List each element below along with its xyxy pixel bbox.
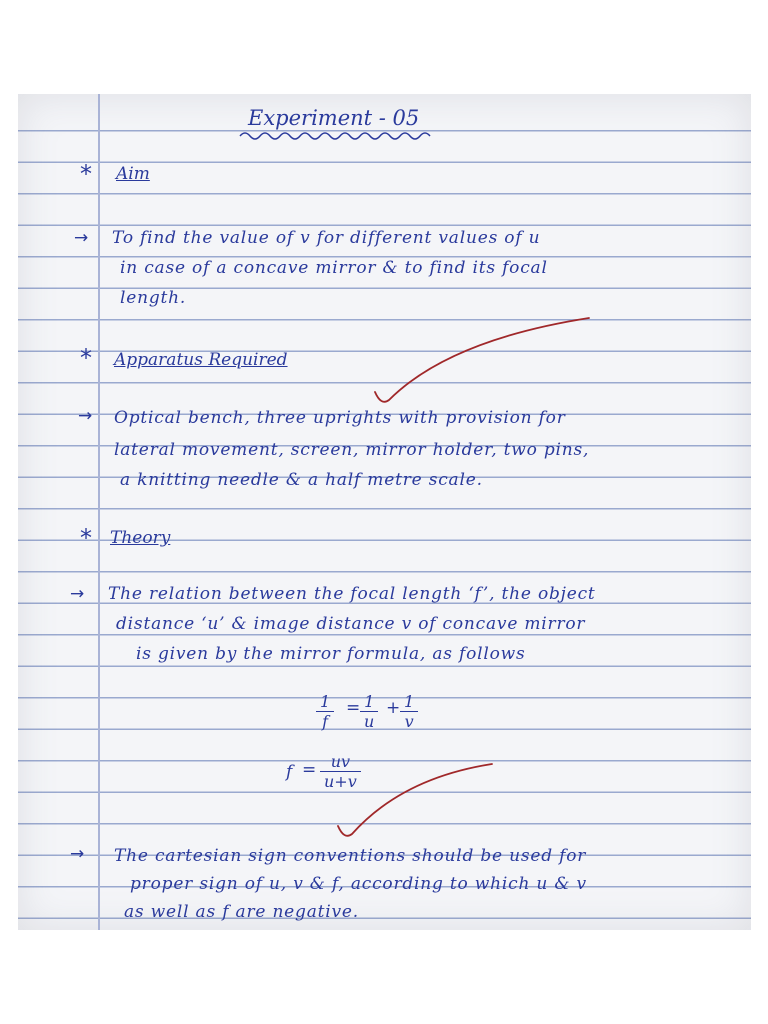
formula1-lhs-num: 1 <box>316 692 334 712</box>
apparatus-bullet-asterisk: * <box>80 344 92 372</box>
red-check-mark-icon-2 <box>336 764 506 854</box>
formula1-term-u-den: u <box>364 712 375 731</box>
apparatus-heading: Apparatus Required <box>114 350 288 370</box>
formula1-term-v <box>400 692 418 731</box>
aim-line-3: length. <box>120 288 187 308</box>
theory-heading: Theory <box>110 528 171 548</box>
title-underline-squiggle <box>238 130 438 142</box>
aim-bullet-asterisk: * <box>80 160 92 188</box>
formula1-term-u-num: 1 <box>360 692 378 712</box>
red-check-mark-icon <box>373 314 603 414</box>
formula1-plus: + <box>386 698 401 718</box>
aim-line-1: To find the value of v for different values of u <box>112 228 541 248</box>
aim-line-2: in case of a concave mirror & to find its focal <box>120 258 548 278</box>
aim-heading: Aim <box>116 164 150 184</box>
formula1-term-v-num: 1 <box>400 692 418 712</box>
theory-line-3: is given by the mirror formula, as follows <box>136 644 526 664</box>
formula1-lhs-den: f <box>322 712 329 731</box>
apparatus-line-3: a knitting needle & a half metre scale. <box>120 470 483 490</box>
margin-line <box>98 94 100 930</box>
apparatus-line-2: lateral movement, screen, mirror holder, two pins, <box>114 440 590 460</box>
theory-line-2: distance ‘u’ & image distance v of concave mirror <box>116 614 586 634</box>
formula2-den: u+v <box>324 772 357 791</box>
apparatus-line-1: Optical bench, three uprights with provision for <box>114 408 566 428</box>
theory-line-1: The relation between the focal length ‘f’, the object <box>108 584 596 604</box>
formula1-term-u <box>360 692 378 731</box>
apparatus-arrow-icon: → <box>78 406 93 426</box>
theory-arrow-icon: → <box>70 584 85 604</box>
theory-bullet-asterisk: * <box>80 524 92 552</box>
notebook-page <box>18 94 751 930</box>
sign-line-3: as well as f are negative. <box>124 902 360 922</box>
sign-line-1: The cartesian sign conventions should be used for <box>114 846 587 866</box>
formula1-lhs <box>316 692 334 731</box>
formula2-equals: = <box>302 760 317 780</box>
aim-arrow-icon: → <box>74 228 89 248</box>
sign-line-2: proper sign of u, v & f, according to which u & v <box>130 874 587 894</box>
sign-arrow-icon: → <box>70 844 85 864</box>
formula1-equals: = <box>346 698 361 718</box>
formula2-lhs: f <box>286 762 293 782</box>
page-title: Experiment - 05 <box>248 106 420 130</box>
formula2-num: uv <box>320 752 361 772</box>
formula1-term-v-den: v <box>404 712 414 731</box>
